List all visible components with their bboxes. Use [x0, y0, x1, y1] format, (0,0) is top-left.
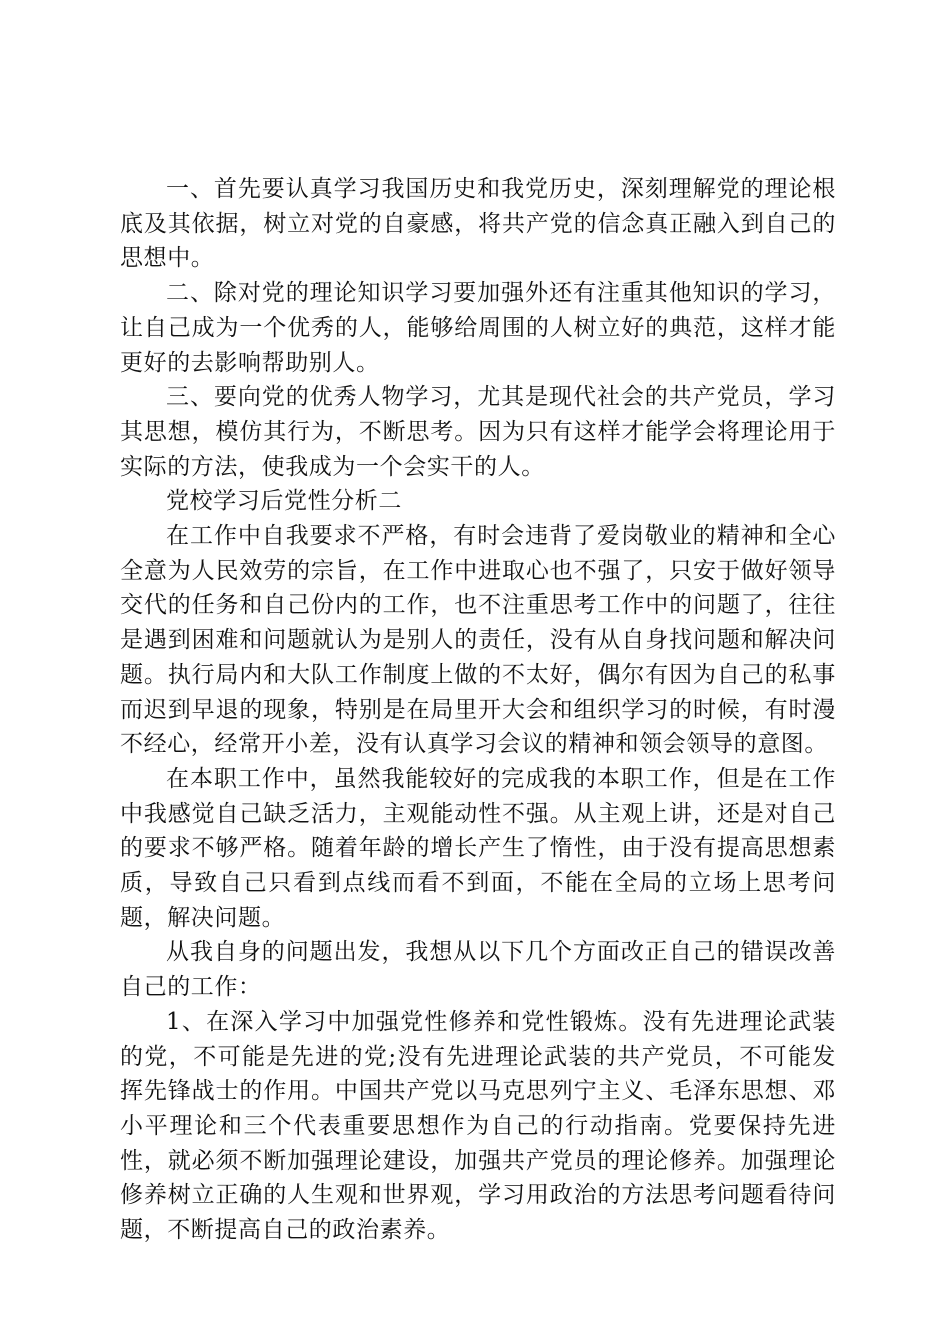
paragraph-5: 在本职工作中，虽然我能较好的完成我的本职工作，但是在工作中我感觉自己缺乏活力，主观能动性不强。从主观上讲，还是对自己的要求不够严格。随着年龄的增长产生了惰性，由于没有提高思想素质，导致自己只看到点线而看不到面，不能在全局的立场上思考问题，解决问题。 [120, 765, 836, 931]
paragraph-2: 二、除对党的理论知识学习要加强外还有注重其他知识的学习，让自己成为一个优秀的人，能够给周围的人树立好的典范，这样才能更好的去影响帮助别人。 [120, 280, 836, 376]
paragraph-6: 从我自身的问题出发，我想从以下几个方面改正自己的错误改善自己的工作： [120, 939, 836, 1001]
section-heading: 党校学习后党性分析二 [166, 488, 402, 515]
document-body [120, 172, 836, 1248]
paragraph-1: 一、首先要认真学习我国历史和我党历史，深刻理解党的理论根底及其依据，树立对党的自豪感，将共产党的信念真正融入到自己的思想中。 [120, 176, 836, 272]
paragraph-3: 三、要向党的优秀人物学习，尤其是现代社会的共产党员，学习其思想，模仿其行为，不断思考。因为只有这样才能学会将理论用于实际的方法，使我成为一个会实干的人。 [120, 384, 836, 480]
paragraph-4: 在工作中自我要求不严格，有时会违背了爱岗敬业的精神和全心全意为人民效劳的宗旨，在工作中进取心也不强了，只安于做好领导交代的任务和自己份内的工作，也不注重思考工作中的问题了，往往是遇到困难和问题就认为是别人的责任，没有从自身找问题和解决问题。执行局内和大队工作制度上做的不太好，偶尔有因为自己的私事而迟到早退的现象，特别是在局里开大会和组织学习的时候，有时漫不经心，经常开小差，没有认真学习会议的精神和领会领导的意图。 [120, 523, 836, 758]
paragraph-7: 1、在深入学习中加强党性修养和党性锻炼。没有先进理论武装的党，不可能是先进的党;没有先进理论武装的共产党员，不可能发挥先锋战士的作用。中国共产党以马克思列宁主义、毛泽东思想、邓小平理论和三个代表重要思想作为自己的行动指南。党要保持先进性，就必须不断加强理论建设，加强共产党员的理论修养。加强理论修养树立正确的人生观和世界观，学习用政治的方法思考问题看待问题，不断提高自己的政治素养。 [120, 1008, 836, 1244]
